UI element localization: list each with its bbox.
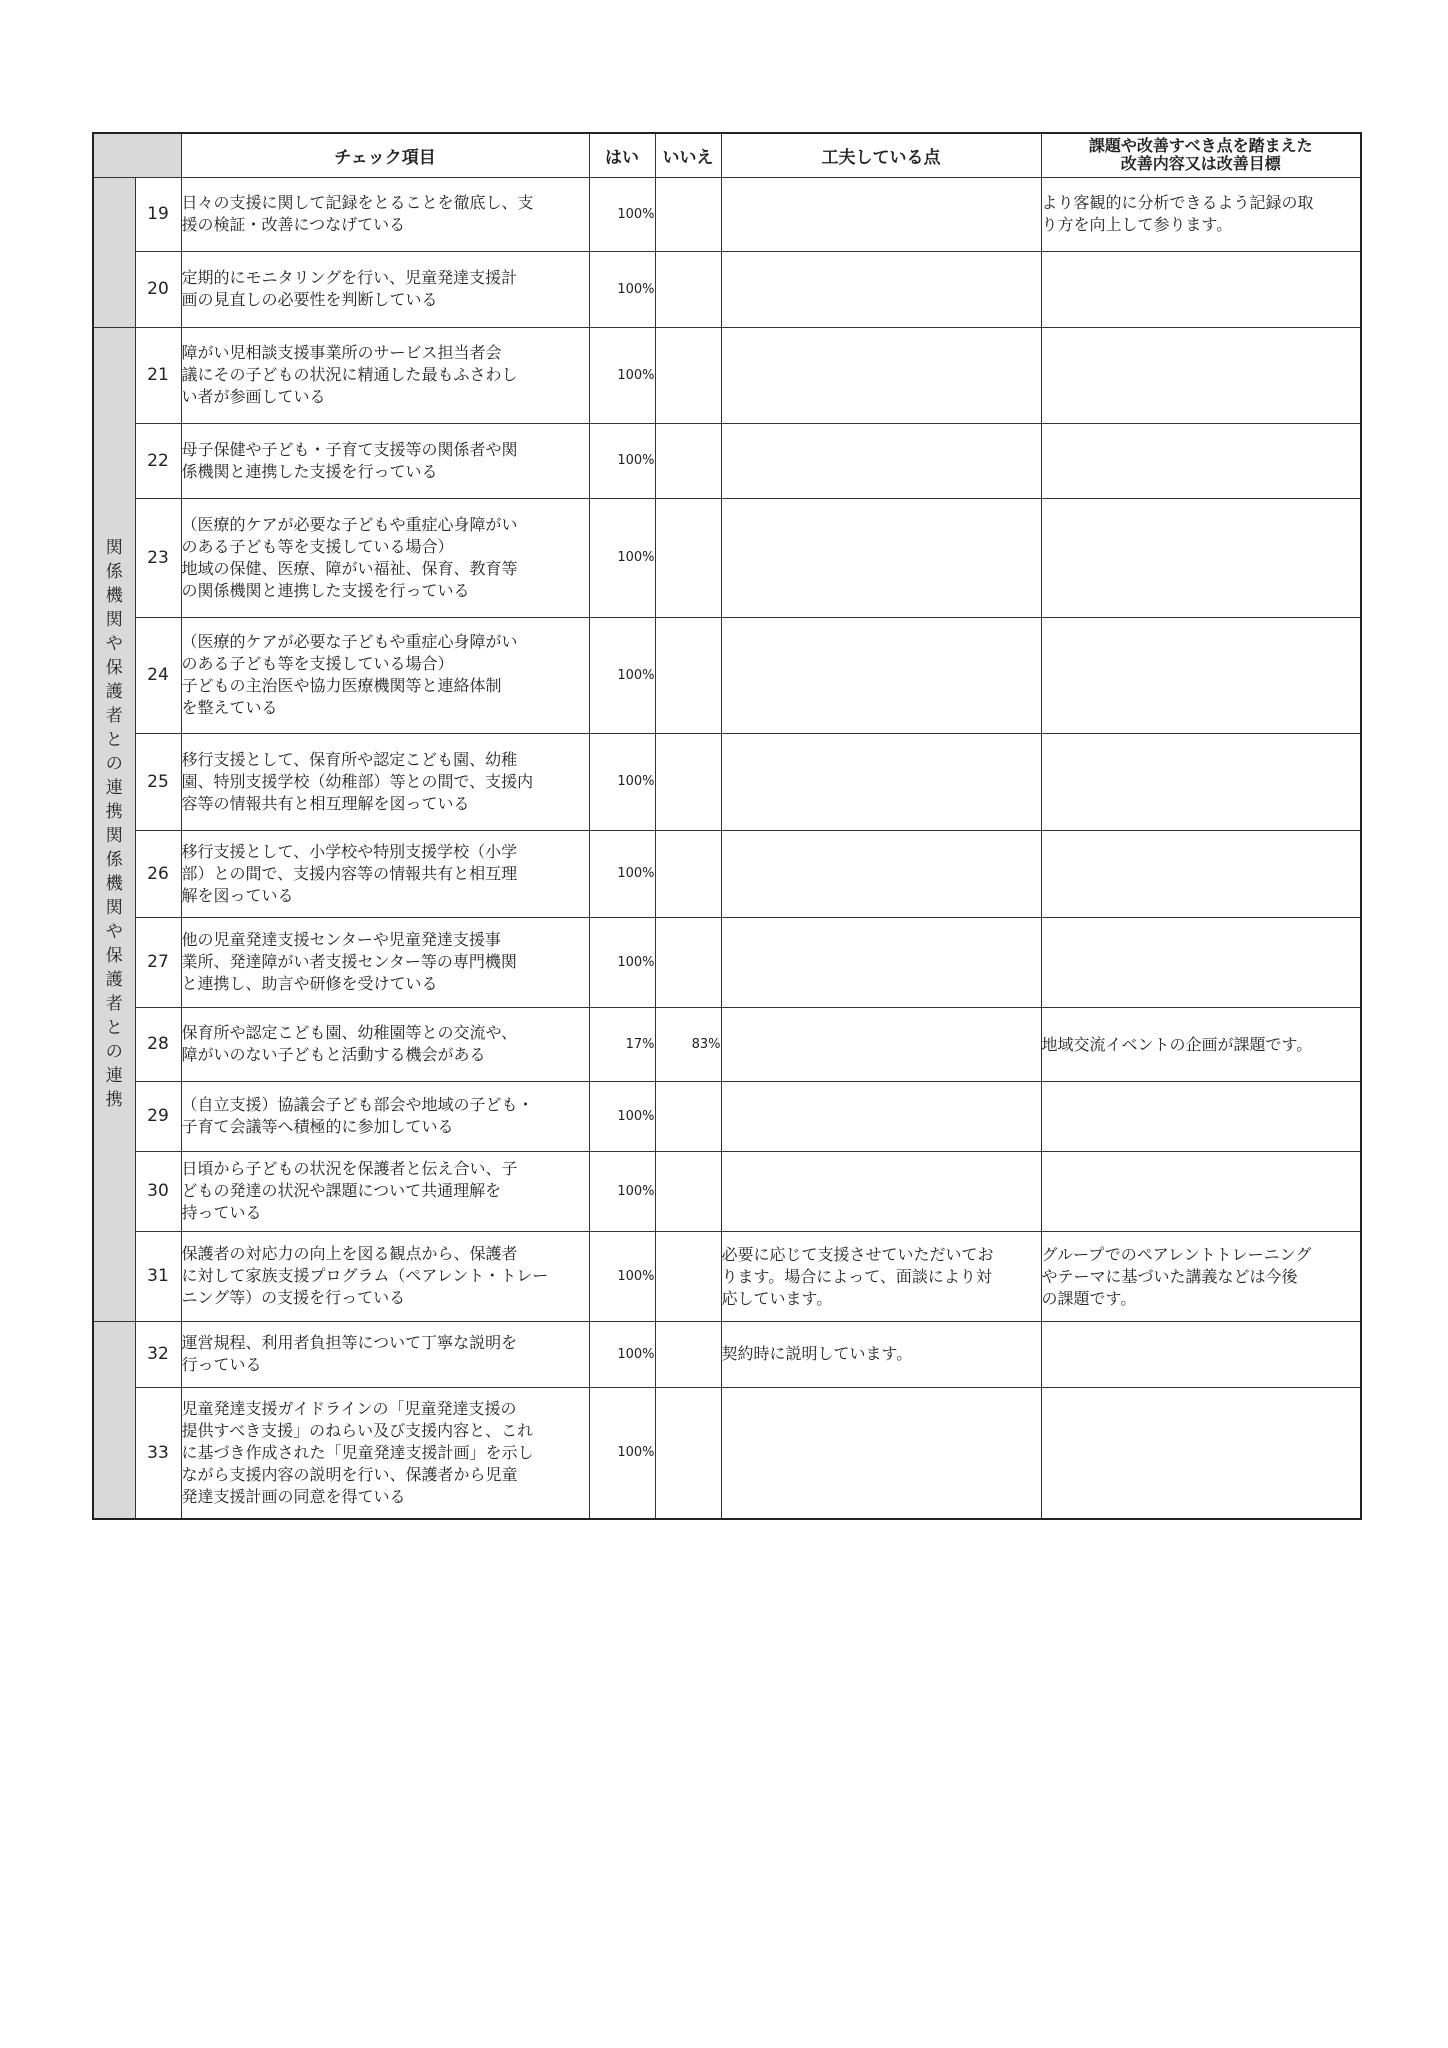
row-number: 28 [135, 1007, 181, 1081]
check-item-text: 日頃から子どもの状況を保護者と伝え合い、子 どもの発達の状況や課題について共通理解を 持っている [181, 1151, 589, 1231]
check-item-text: 定期的にモニタリングを行い、児童発達支援計 画の見直しの必要性を判断している [181, 251, 589, 327]
header-effort: 工夫している点 [721, 133, 1041, 177]
row-number: 23 [135, 498, 181, 617]
table-row [93, 1007, 1361, 1081]
row-number: 26 [135, 830, 181, 917]
effort-text: 必要に応じて支援させていただいてお ります。場合によって、面談により対 応しています。 [721, 1231, 1041, 1321]
category-cell-relations [93, 327, 135, 1321]
effort-text [721, 917, 1041, 1007]
yes-percent: 17% [589, 1007, 655, 1081]
no-percent [655, 498, 721, 617]
no-percent [655, 1231, 721, 1321]
check-item-text: 保育所や認定こども園、幼稚園等との交流や、 障がいのない子どもと活動する機会がある [181, 1007, 589, 1081]
header-check-item: チェック項目 [181, 133, 589, 177]
yes-percent: 100% [589, 917, 655, 1007]
header-row [93, 133, 1361, 177]
no-percent [655, 251, 721, 327]
improvement-text [1041, 830, 1361, 917]
check-item-text: 障がい児相談支援事業所のサービス担当者会 議にその子どもの状況に精通した最もふさわし い者が参画している [181, 327, 589, 423]
improvement-text [1041, 327, 1361, 423]
check-item-text: 移行支援として、小学校や特別支援学校（小学 部）との間で、支援内容等の情報共有と相互理 解を図っている [181, 830, 589, 917]
table-row [93, 1387, 1361, 1519]
check-item-text: 運営規程、利用者負担等について丁寧な説明を 行っている [181, 1321, 589, 1387]
improvement-text [1041, 423, 1361, 498]
category-label: 関係機関や保護者との連携関係機関や保護者との連携 [105, 538, 123, 1110]
table-row [93, 1231, 1361, 1321]
row-number: 21 [135, 327, 181, 423]
no-percent: 83% [655, 1007, 721, 1081]
effort-text [721, 251, 1041, 327]
no-percent [655, 423, 721, 498]
row-number: 33 [135, 1387, 181, 1519]
no-percent [655, 177, 721, 251]
yes-percent: 100% [589, 498, 655, 617]
effort-text [721, 617, 1041, 733]
effort-text [721, 177, 1041, 251]
row-number: 29 [135, 1081, 181, 1151]
table-row [93, 1081, 1361, 1151]
yes-percent: 100% [589, 733, 655, 830]
effort-text [721, 1007, 1041, 1081]
table-row [93, 830, 1361, 917]
improvement-text [1041, 1387, 1361, 1519]
table-row [93, 327, 1361, 423]
row-number: 27 [135, 917, 181, 1007]
check-item-text: （医療的ケアが必要な子どもや重症心身障がい のある子ども等を支援している場合） 子どもの主治医や協力医療機関等と連絡体制 を整えている [181, 617, 589, 733]
yes-percent: 100% [589, 617, 655, 733]
row-number: 19 [135, 177, 181, 251]
check-item-text: 児童発達支援ガイドラインの「児童発達支援の 提供すべき支援」のねらい及び支援内容と、これ に基づき作成された「児童発達支援計画」を示し ながら支援内容の説明を行い、保護者から児童 発達支援計画の同意を得ている [181, 1387, 589, 1519]
improvement-text [1041, 917, 1361, 1007]
yes-percent: 100% [589, 1231, 655, 1321]
improvement-text [1041, 733, 1361, 830]
check-item-text: 日々の支援に関して記録をとることを徹底し、支 援の検証・改善につなげている [181, 177, 589, 251]
yes-percent: 100% [589, 1081, 655, 1151]
yes-percent: 100% [589, 327, 655, 423]
row-number: 32 [135, 1321, 181, 1387]
table-row [93, 917, 1361, 1007]
header-blank [93, 133, 181, 177]
improvement-text: 地域交流イベントの企画が課題です。 [1041, 1007, 1361, 1081]
header-no: いいえ [655, 133, 721, 177]
effort-text [721, 423, 1041, 498]
improvement-text [1041, 251, 1361, 327]
improvement-text [1041, 498, 1361, 617]
table-row [93, 1321, 1361, 1387]
header-yes: はい [589, 133, 655, 177]
table-row [93, 251, 1361, 327]
category-cell-blank [93, 177, 135, 327]
improvement-text [1041, 1151, 1361, 1231]
row-number: 31 [135, 1231, 181, 1321]
check-item-text: （医療的ケアが必要な子どもや重症心身障がい のある子ども等を支援している場合） 地域の保健、医療、障がい福祉、保育、教育等 の関係機関と連携した支援を行っている [181, 498, 589, 617]
effort-text: 契約時に説明しています。 [721, 1321, 1041, 1387]
yes-percent: 100% [589, 1387, 655, 1519]
header-improvement: 課題や改善すべき点を踏まえた 改善内容又は改善目標 [1041, 133, 1361, 177]
no-percent [655, 1387, 721, 1519]
check-item-text: 移行支援として、保育所や認定こども園、幼稚 園、特別支援学校（幼稚部）等との間で、支援内 容等の情報共有と相互理解を図っている [181, 733, 589, 830]
effort-text [721, 327, 1041, 423]
no-percent [655, 1081, 721, 1151]
no-percent [655, 327, 721, 423]
row-number: 24 [135, 617, 181, 733]
row-number: 22 [135, 423, 181, 498]
table-row [93, 1151, 1361, 1231]
no-percent [655, 733, 721, 830]
table-row [93, 498, 1361, 617]
improvement-text: グループでのペアレントトレーニング やテーマに基づいた講義などは今後 の課題です。 [1041, 1231, 1361, 1321]
effort-text [721, 1387, 1041, 1519]
effort-text [721, 830, 1041, 917]
effort-text [721, 733, 1041, 830]
table-row [93, 617, 1361, 733]
yes-percent: 100% [589, 423, 655, 498]
table-row [93, 733, 1361, 830]
table-row [93, 423, 1361, 498]
check-item-text: 保護者の対応力の向上を図る観点から、保護者 に対して家族支援プログラム（ペアレント・トレー ニング等）の支援を行っている [181, 1231, 589, 1321]
row-number: 25 [135, 733, 181, 830]
effort-text [721, 498, 1041, 617]
no-percent [655, 617, 721, 733]
row-number: 20 [135, 251, 181, 327]
improvement-text [1041, 1321, 1361, 1387]
effort-text [721, 1151, 1041, 1231]
no-percent [655, 830, 721, 917]
no-percent [655, 917, 721, 1007]
table-row [93, 177, 1361, 251]
yes-percent: 100% [589, 251, 655, 327]
yes-percent: 100% [589, 1321, 655, 1387]
effort-text [721, 1081, 1041, 1151]
check-item-text: 他の児童発達支援センターや児童発達支援事 業所、発達障がい者支援センター等の専門機関 と連携し、助言や研修を受けている [181, 917, 589, 1007]
row-number: 30 [135, 1151, 181, 1231]
category-cell-blank [93, 1321, 135, 1519]
evaluation-table [92, 132, 1362, 1520]
no-percent [655, 1151, 721, 1231]
check-item-text: 母子保健や子ども・子育て支援等の関係者や関 係機関と連携した支援を行っている [181, 423, 589, 498]
improvement-text [1041, 617, 1361, 733]
yes-percent: 100% [589, 177, 655, 251]
improvement-text [1041, 1081, 1361, 1151]
improvement-text: より客観的に分析できるよう記録の取 り方を向上して参ります。 [1041, 177, 1361, 251]
yes-percent: 100% [589, 1151, 655, 1231]
yes-percent: 100% [589, 830, 655, 917]
no-percent [655, 1321, 721, 1387]
check-item-text: （自立支援）協議会子ども部会や地域の子ども・ 子育て会議等へ積極的に参加している [181, 1081, 589, 1151]
